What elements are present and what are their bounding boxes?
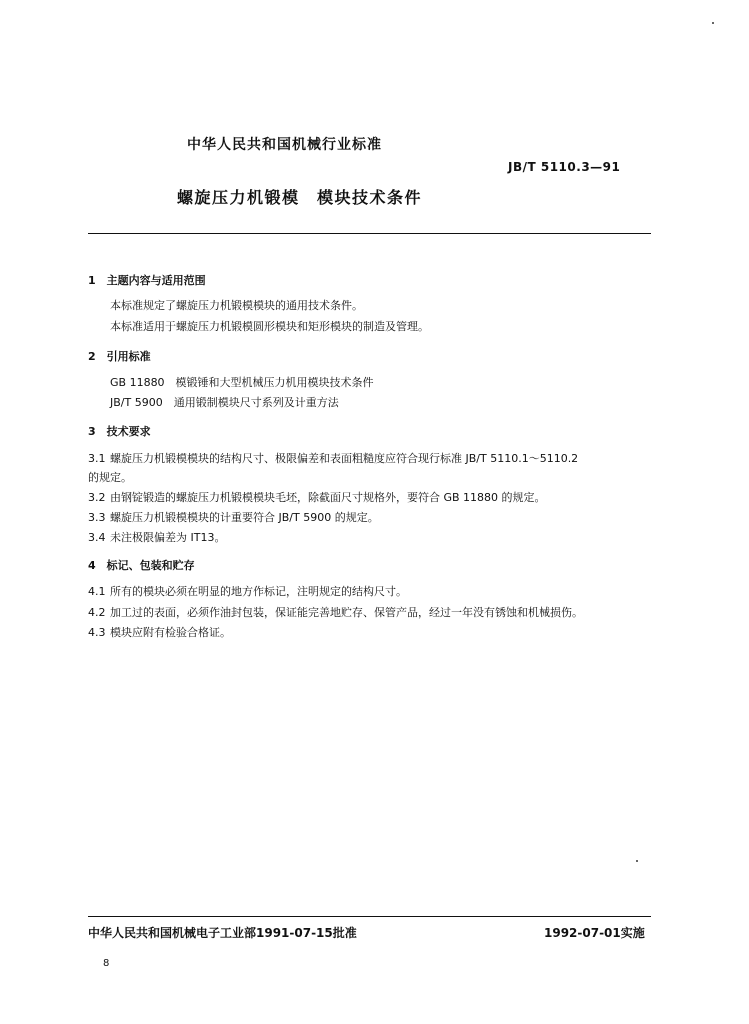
section-1-heading: 1 主题内容与适用范围 xyxy=(88,274,206,287)
header-rule xyxy=(88,233,651,234)
clause-3-1-continuation: 的规定。 xyxy=(88,471,132,484)
reference-jbt-5900: JB/T 5900 通用锻制模块尺寸系列及计重方法 xyxy=(110,396,339,409)
clause-4-1 xyxy=(88,583,407,599)
page-number: 8 xyxy=(103,958,110,969)
clause-3-4 xyxy=(88,529,225,545)
scan-speck xyxy=(636,860,638,862)
clause-text: 所有的模块必须在明显的地方作标记，注明规定的结构尺寸。 xyxy=(110,585,407,598)
section-3-heading: 3 技术要求 xyxy=(88,425,151,438)
clause-4-2 xyxy=(88,604,583,620)
clause-4-3 xyxy=(88,624,231,640)
clause-number: 3.1 xyxy=(88,452,106,465)
clause-3-3 xyxy=(88,509,379,525)
issuing-organization: 中华人民共和国机械行业标准 xyxy=(187,137,382,153)
clause-text: 螺旋压力机锻模模块的结构尺寸、极限偏差和表面粗糙度应符合现行标准 JB/T 5110.1～5110.2 xyxy=(110,452,579,465)
clause-number: 3.3 xyxy=(88,511,106,524)
clause-text: 加工过的表面，必须作油封包装，保证能完善地贮存、保管产品，经过一年没有锈蚀和机械损伤。 xyxy=(110,606,583,619)
clause-number: 3.4 xyxy=(88,531,106,544)
clause-text: 螺旋压力机锻模模块的计重要符合 JB/T 5900 的规定。 xyxy=(110,511,379,524)
clause-number: 4.3 xyxy=(88,626,106,639)
standard-code: JB/T 5110.3—91 xyxy=(508,160,621,174)
clause-3-2 xyxy=(88,489,546,505)
document-title: 螺旋压力机锻模 模块技术条件 xyxy=(177,188,423,207)
clause-text: 未注极限偏差为 IT13。 xyxy=(110,531,226,544)
clause-number: 4.1 xyxy=(88,585,106,598)
section-1-paragraph-1: 本标准规定了螺旋压力机锻模模块的通用技术条件。 xyxy=(110,299,363,312)
section-2-heading: 2 引用标准 xyxy=(88,350,151,363)
scan-speck xyxy=(712,22,714,24)
section-4-heading: 4 标记、包装和贮存 xyxy=(88,559,195,572)
clause-text: 由钢锭锻造的螺旋压力机锻模模块毛坯，除截面尺寸规格外，要符合 GB 11880 的规定。 xyxy=(110,491,546,504)
reference-gb-11880: GB 11880 模锻锤和大型机械压力机用模块技术条件 xyxy=(110,376,374,389)
footer-rule xyxy=(88,916,651,917)
implementation-date: 1992-07-01实施 xyxy=(544,926,645,940)
clause-number: 4.2 xyxy=(88,606,106,619)
section-1-paragraph-2: 本标准适用于螺旋压力机锻模圆形模块和矩形模块的制造及管理。 xyxy=(110,320,429,333)
approval-statement: 中华人民共和国机械电子工业部1991-07-15批准 xyxy=(88,926,357,940)
clause-text: 模块应附有检验合格证。 xyxy=(110,626,231,639)
clause-number: 3.2 xyxy=(88,491,106,504)
clause-3-1 xyxy=(88,450,578,466)
